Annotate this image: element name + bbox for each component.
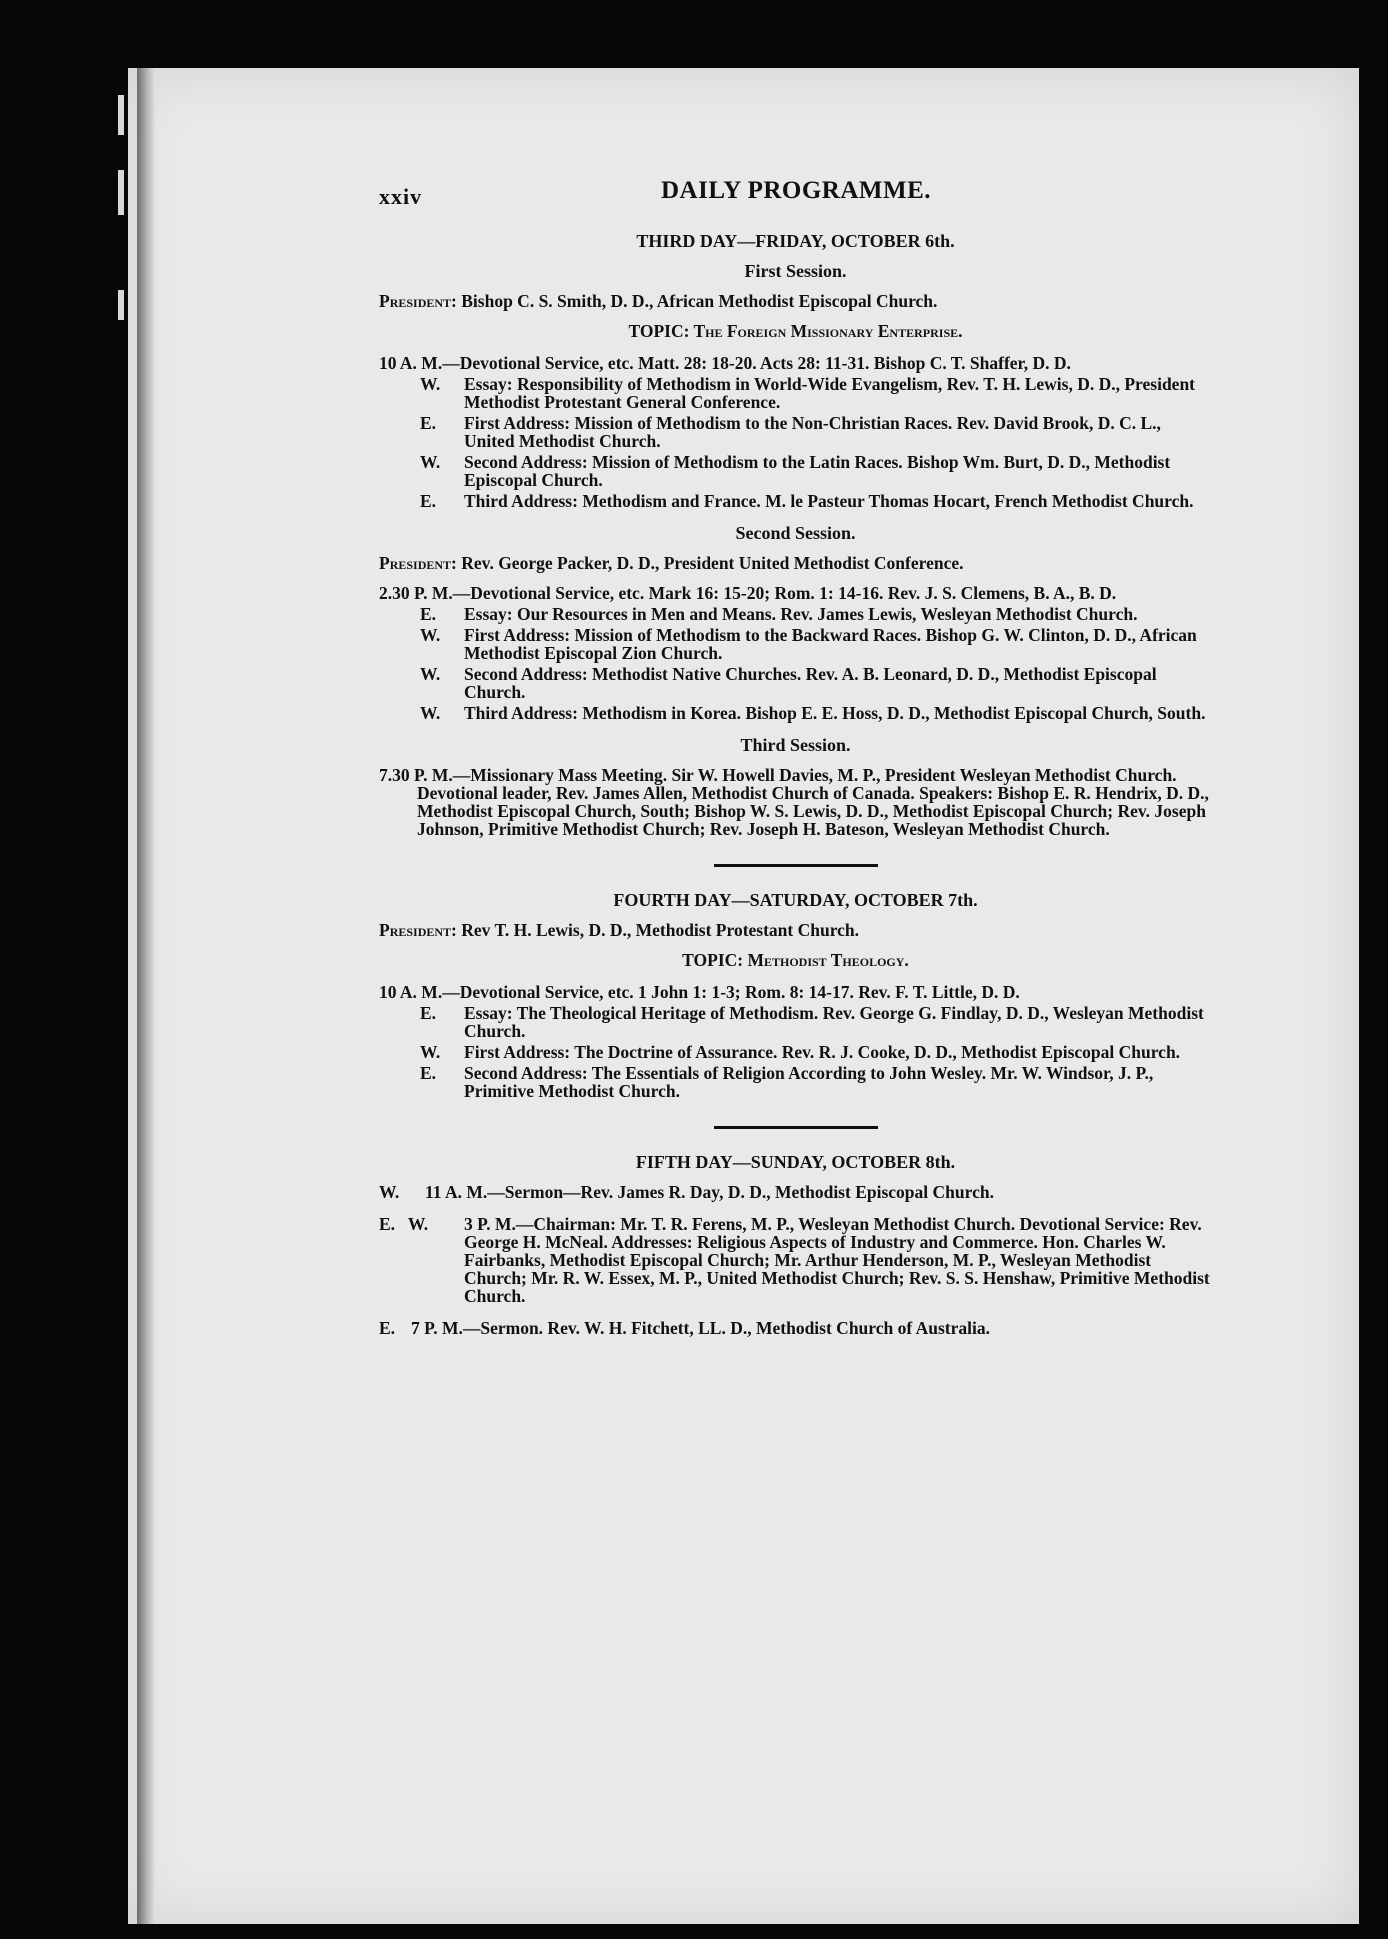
subentry-text: Third Address: Methodism and France. M. le Pasteur Thomas Hocart, French Methodist Church. [464,491,1194,511]
binding-mark [118,290,124,320]
topic-label: TOPIC: [682,950,744,970]
subentry-text: First Address: Mission of Methodism to the Backward Races. Bishop G. W. Clinton, D. D., African Methodist Episcopal Zion Church. [464,625,1197,663]
schedule-subentry [379,492,1212,510]
entry-time: 11 A. M. [425,1182,488,1202]
president-line [379,554,1212,572]
sunday-entry [379,1183,1212,1201]
schedule-subentry [379,605,1212,623]
running-head: DAILY PROGRAMME. [661,177,932,204]
region-code: W. [420,625,441,645]
president-label: President: [379,920,457,940]
page-content [379,177,1212,1351]
region-code: E. [420,1003,437,1023]
subentry-text: First Address: Mission of Methodism to the Non-Christian Races. Rev. David Brook, D. C. L., United Methodist Church. [464,413,1161,451]
subentry-text: Second Address: Mission of Methodism to the Latin Races. Bishop Wm. Burt, D. D., Methodist Episcopal Church. [464,452,1171,490]
region-code: W. [420,452,441,472]
schedule-entry [379,584,1212,602]
page-header [379,177,1212,214]
schedule-subentry [379,1043,1212,1061]
region-code: W. [379,1182,400,1202]
region-code: E. [420,1063,437,1083]
subentry-text: Second Address: The Essentials of Religion According to John Wesley. Mr. W. Windsor, J. P., Primitive Methodist Church. [464,1063,1154,1101]
schedule-entry [379,766,1212,838]
entry-text: —Devotional Service, etc. 1 John 1: 1-3; Rom. 8: 14-17. Rev. F. T. Little, D. D. [442,982,1020,1002]
entry-time: 7.30 P. M. [379,765,453,785]
section-divider [714,1126,878,1129]
day-heading-third: THIRD DAY—FRIDAY, OCTOBER 6th. [636,231,955,251]
schedule-subentry [379,626,1212,662]
entry-time: 10 A. M. [379,353,443,373]
subentry-text: Second Address: Methodist Native Churches. Rev. A. B. Leonard, D. D., Methodist Episcopal Church. [464,664,1157,702]
subentry-text: First Address: The Doctrine of Assurance. Rev. R. J. Cooke, D. D., Methodist Episcopal Church. [464,1042,1181,1062]
session-heading-third: Third Session. [740,735,851,755]
schedule-subentry [379,704,1212,722]
entry-time: 10 A. M. [379,982,443,1002]
subentry-text: Essay: Responsibility of Methodism in World-Wide Evangelism, Rev. T. H. Lewis, D. D., President Methodist Protestant General Conference. [464,374,1196,412]
region-code: E. [420,491,437,511]
entry-text: —Sermon—Rev. James R. Day, D. D., Methodist Episcopal Church. [487,1182,994,1202]
schedule-subentry [379,453,1212,489]
president-label: President: [379,553,457,573]
president-text: Bishop C. S. Smith, D. D., African Methodist Episcopal Church. [456,291,938,311]
topic-text: The Foreign Missionary Enterprise. [689,321,963,341]
president-text: Rev. George Packer, D. D., President United Methodist Conference. [456,553,964,573]
schedule-entry [379,983,1212,1001]
entry-text: —Devotional Service, etc. Mark 16: 15-20; Rom. 1: 14-16. Rev. J. S. Clemens, B. A., B. D. [452,583,1117,603]
president-text: Rev T. H. Lewis, D. D., Methodist Protestant Church. [456,920,860,940]
topic-text: Methodist Theology. [743,950,909,970]
region-code: W. [420,1042,441,1062]
sunday-entry [379,1215,1212,1305]
page-number: xxiv [379,184,423,209]
topic-label: TOPIC: [628,321,690,341]
region-code: W. [420,374,441,394]
sunday-entry [379,1319,1212,1337]
subentry-text: Essay: Our Resources in Men and Means. Rev. James Lewis, Wesleyan Methodist Church. [464,604,1138,624]
topic-line [379,951,1212,969]
president-line [379,292,1212,310]
region-code: W. [420,703,441,723]
entry-text: —Sermon. Rev. W. H. Fitchett, LL. D., Methodist Church of Australia. [462,1318,990,1338]
schedule-subentry [379,665,1212,701]
entry-time: 3 P. M. [464,1214,516,1234]
schedule-subentry [379,414,1212,450]
region-code: W. [420,664,441,684]
binding-mark [118,95,124,135]
session-heading-first: First Session. [744,261,847,281]
day-heading-fifth: FIFTH DAY—SUNDAY, OCTOBER 8th. [635,1152,956,1172]
region-code: E. [420,604,437,624]
section-divider [714,864,878,867]
entry-text: —Devotional Service, etc. Matt. 28: 18-20. Acts 28: 11-31. Bishop C. T. Shaffer, D. D. [442,353,1071,373]
region-code: E. W. [379,1214,429,1234]
schedule-subentry [379,375,1212,411]
day-heading-fourth: FOURTH DAY—SATURDAY, OCTOBER 7th. [613,890,978,910]
binding-mark [118,170,124,215]
schedule-subentry [379,1064,1212,1100]
region-code: E. [379,1318,396,1338]
entry-text: —Missionary Mass Meeting. Sir W. Howell Davies, M. P., President Wesleyan Methodist Church. Devotional leader, Rev. James Allen, Methodist Church of Canada. Speakers: Bishop E. R. Hendrix, D. D., Methodist Episcopal Church, South; Bishop W. S. Lewis, D. D., Methodist Episcopal Church; Rev. Joseph Johnson, Primitive Methodist Church; Rev. Joseph H. Bateson, Wesleyan Methodist Church. [417,765,1209,839]
entry-text: —Chairman: Mr. T. R. Ferens, M. P., Wesleyan Methodist Church. Devotional Service: Rev. George H. McNeal. Addresses: Religious Aspects of Industry and Commerce. Hon. Charles W. Fairbanks, Methodist Episcopal Church; Mr. Arthur Henderson, M. P., Wesleyan Methodist Church; Mr. R. W. Essex, M. P., United Methodist Church; Rev. S. S. Henshaw, Primitive Methodist Church. [464,1214,1210,1306]
topic-line [379,322,1212,340]
session-heading-second: Second Session. [735,523,856,543]
region-code: E. [420,413,437,433]
schedule-entry [379,354,1212,372]
entry-time: 2.30 P. M. [379,583,453,603]
schedule-subentry [379,1004,1212,1040]
president-line [379,921,1212,939]
subentry-text: Third Address: Methodism in Korea. Bishop E. E. Hoss, D. D., Methodist Episcopal Church, South. [464,703,1206,723]
page-binding-shadow [137,68,155,1924]
subentry-text: Essay: The Theological Heritage of Methodism. Rev. George G. Findlay, D. D., Wesleyan Methodist Church. [464,1003,1204,1041]
entry-time: 7 P. M. [411,1318,463,1338]
president-label: President: [379,291,457,311]
